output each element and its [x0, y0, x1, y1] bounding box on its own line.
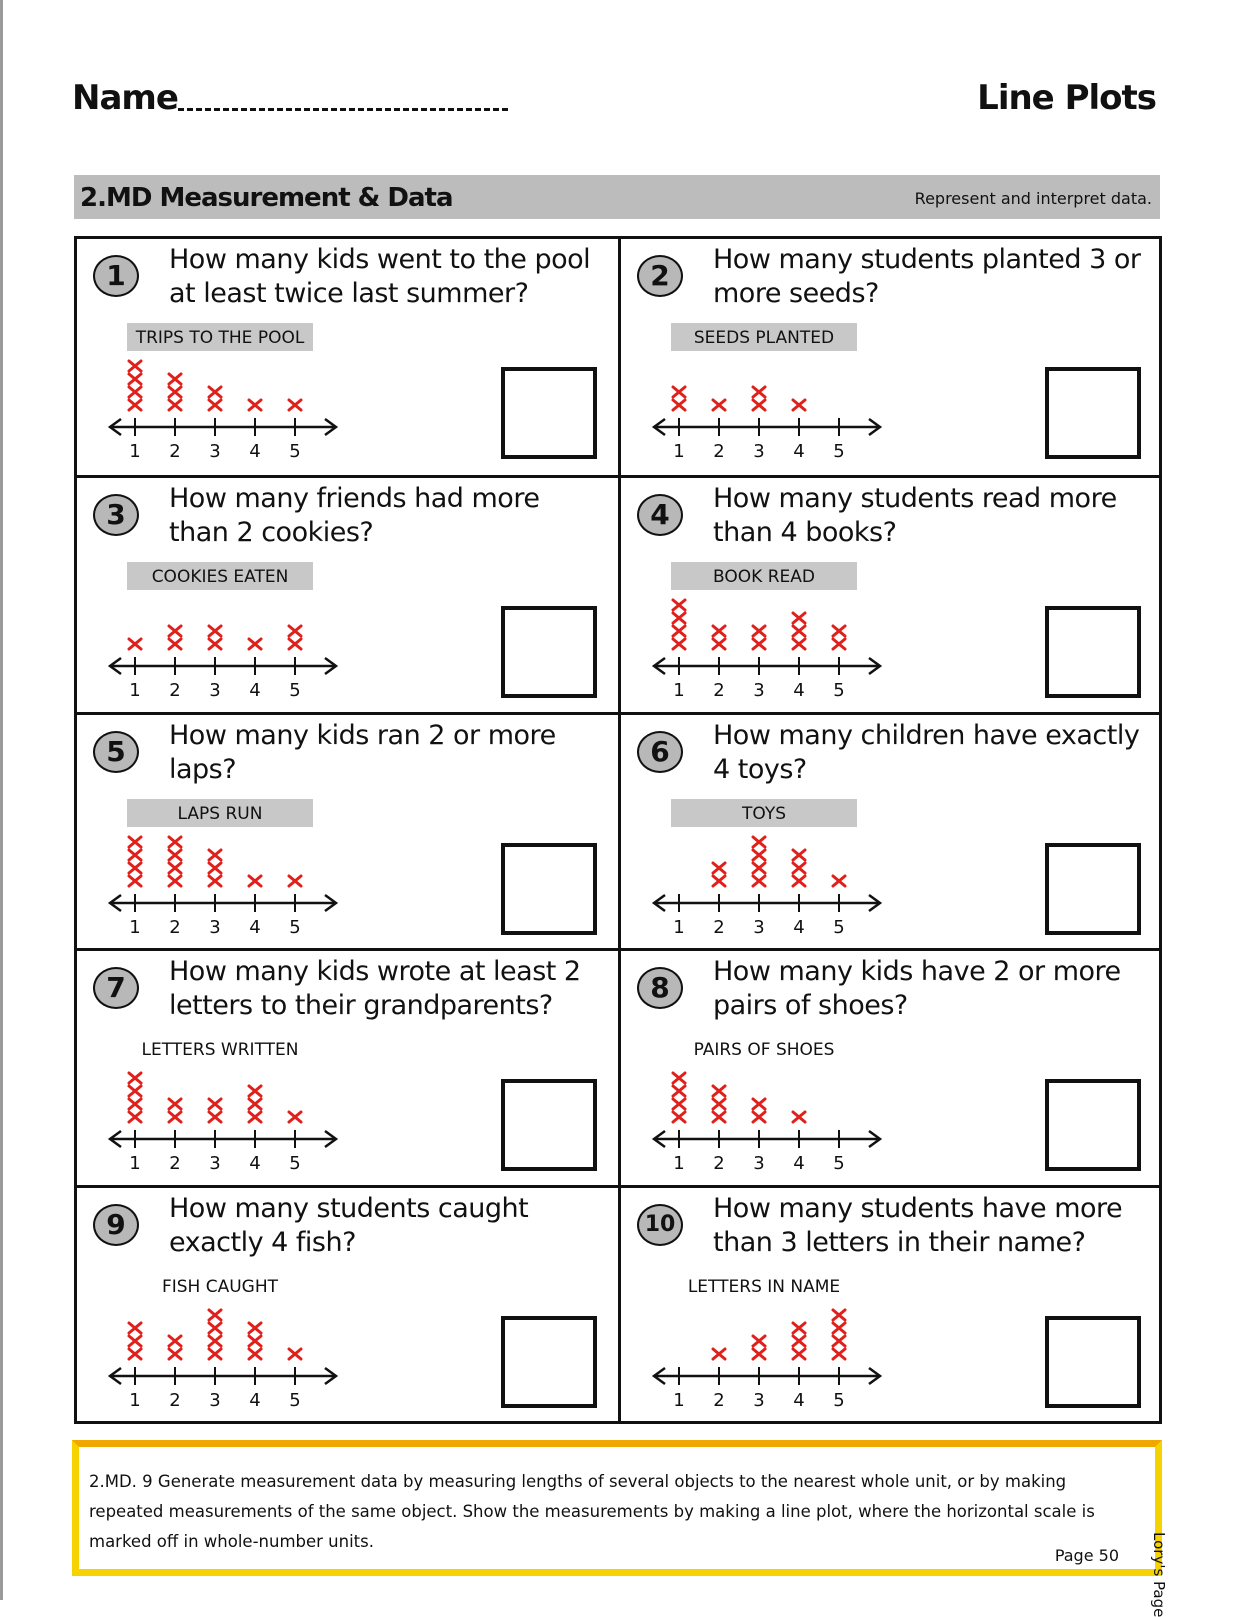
tick-label: 5: [289, 1153, 301, 1174]
data-x-mark: [833, 1336, 845, 1346]
data-x-mark: [129, 400, 141, 410]
data-x-mark: [793, 863, 805, 873]
line-plot: [97, 797, 347, 937]
data-x-mark: [833, 639, 845, 649]
data-x-mark: [169, 639, 181, 649]
data-x-mark: [209, 863, 221, 873]
data-x-mark: [793, 1349, 805, 1359]
data-x-mark: [753, 1336, 765, 1346]
data-x-mark: [129, 1073, 141, 1083]
tick-label: 5: [289, 680, 301, 701]
tick-label: 1: [673, 441, 685, 461]
data-x-mark: [249, 1112, 261, 1122]
answer-box[interactable]: [501, 367, 597, 459]
data-x-mark: [833, 876, 845, 886]
data-x-mark: [209, 1349, 221, 1359]
question-text: How many kids wrote at least 2 letters to their grandparents?: [169, 956, 581, 1022]
data-x-mark: [793, 1323, 805, 1333]
data-x-mark: [753, 400, 765, 410]
data-x-mark: [289, 1349, 301, 1359]
problem-number-badge: 8: [637, 967, 683, 1009]
problem-3: [77, 475, 621, 711]
data-x-mark: [129, 863, 141, 873]
data-x-mark: [169, 374, 181, 384]
tick-label: 5: [833, 1153, 845, 1174]
tick-label: 3: [753, 1153, 765, 1174]
plot-title: TRIPS TO THE POOL: [127, 323, 313, 351]
data-x-mark: [713, 863, 725, 873]
data-x-mark: [673, 387, 685, 397]
line-plot: [641, 321, 891, 461]
data-x-mark: [793, 626, 805, 636]
name-blank-line[interactable]: [178, 108, 508, 111]
data-x-mark: [209, 639, 221, 649]
data-x-mark: [289, 400, 301, 410]
standard-footer: [72, 1440, 1162, 1576]
data-x-mark: [209, 1310, 221, 1320]
data-x-mark: [753, 626, 765, 636]
tick-label: 3: [753, 441, 765, 461]
line-plot: [641, 1033, 891, 1173]
data-x-mark: [209, 400, 221, 410]
data-x-mark: [169, 1112, 181, 1122]
data-x-mark: [169, 850, 181, 860]
data-x-mark: [753, 387, 765, 397]
data-x-mark: [753, 1349, 765, 1359]
data-x-mark: [753, 1112, 765, 1122]
tick-label: 3: [209, 1153, 221, 1174]
plot-title: PAIRS OF SHOES: [693, 1040, 835, 1061]
line-plot: [641, 560, 891, 700]
data-x-mark: [753, 863, 765, 873]
data-x-mark: [673, 600, 685, 610]
tick-label: 4: [793, 916, 805, 937]
tick-label: 1: [129, 680, 141, 701]
data-x-mark: [713, 1086, 725, 1096]
problem-number-badge: 7: [93, 967, 139, 1009]
data-x-mark: [249, 876, 261, 886]
data-x-mark: [209, 1112, 221, 1122]
data-x-mark: [209, 1099, 221, 1109]
tick-label: 2: [169, 441, 181, 461]
data-x-mark: [129, 1349, 141, 1359]
standard-banner: [74, 175, 1160, 219]
data-x-mark: [169, 876, 181, 886]
data-x-mark: [673, 1086, 685, 1096]
question-text: How many students planted 3 or more seeds?: [713, 244, 1141, 309]
data-x-mark: [129, 837, 141, 847]
tick-label: 1: [673, 916, 685, 937]
problem-6: [618, 712, 1162, 948]
data-x-mark: [169, 863, 181, 873]
plot-title: TOYS: [671, 799, 857, 827]
standard-subtitle: Represent and interpret data.: [914, 189, 1152, 208]
data-x-mark: [713, 626, 725, 636]
data-x-mark: [129, 361, 141, 371]
data-x-mark: [249, 639, 261, 649]
data-x-mark: [249, 400, 261, 410]
tick-label: 2: [169, 1153, 181, 1174]
tick-label: 1: [129, 1389, 141, 1410]
problem-7: [77, 948, 621, 1184]
tick-label: 3: [209, 680, 221, 701]
answer-box[interactable]: [501, 1079, 597, 1171]
line-plot: [97, 560, 347, 700]
data-x-mark: [249, 1086, 261, 1096]
line-plot: [641, 797, 891, 937]
data-x-mark: [129, 1336, 141, 1346]
question-text: How many students have more than 3 letters in their name?: [713, 1192, 1123, 1258]
problem-8: [618, 948, 1162, 1184]
problem-number-badge: 1: [93, 255, 139, 297]
data-x-mark: [673, 1112, 685, 1122]
answer-box[interactable]: [1045, 1316, 1141, 1408]
tick-label: 3: [209, 916, 221, 937]
data-x-mark: [169, 1099, 181, 1109]
tick-label: 3: [753, 680, 765, 701]
data-x-mark: [673, 1073, 685, 1083]
line-plot: [641, 1270, 891, 1410]
problem-number-badge: 9: [93, 1204, 139, 1246]
data-x-mark: [289, 626, 301, 636]
problem-number-badge: 2: [637, 255, 683, 297]
data-x-mark: [129, 387, 141, 397]
author-credit: Lory's Page: [1150, 1532, 1168, 1617]
problem-4: [618, 475, 1162, 711]
data-x-mark: [209, 1323, 221, 1333]
problem-number-badge: 5: [93, 731, 139, 773]
data-x-mark: [169, 1336, 181, 1346]
tick-label: 5: [289, 1389, 301, 1410]
plot-title: COOKIES EATEN: [127, 562, 313, 590]
plot-title: FISH CAUGHT: [161, 1276, 279, 1297]
data-x-mark: [209, 387, 221, 397]
data-x-mark: [129, 374, 141, 384]
data-x-mark: [713, 1112, 725, 1122]
tick-label: 4: [793, 680, 805, 701]
problem-5: [77, 712, 621, 948]
tick-label: 1: [673, 1389, 685, 1410]
problem-number-badge: 4: [637, 494, 683, 536]
tick-label: 3: [209, 441, 221, 461]
tick-label: 5: [833, 916, 845, 937]
tick-label: 4: [249, 680, 261, 701]
tick-label: 2: [169, 680, 181, 701]
data-x-mark: [129, 850, 141, 860]
data-x-mark: [289, 1112, 301, 1122]
tick-label: 1: [129, 1153, 141, 1174]
data-x-mark: [209, 1336, 221, 1346]
data-x-mark: [129, 1086, 141, 1096]
tick-label: 2: [713, 441, 725, 461]
tick-label: 4: [793, 1153, 805, 1174]
answer-box[interactable]: [1045, 843, 1141, 935]
data-x-mark: [673, 613, 685, 623]
tick-label: 2: [169, 1389, 181, 1410]
tick-label: 3: [209, 1389, 221, 1410]
tick-label: 3: [753, 1389, 765, 1410]
data-x-mark: [793, 876, 805, 886]
data-x-mark: [673, 626, 685, 636]
plot-title: LETTERS WRITTEN: [141, 1040, 299, 1061]
tick-label: 4: [793, 441, 805, 461]
data-x-mark: [793, 1112, 805, 1122]
problem-2: [618, 239, 1162, 475]
tick-label: 2: [713, 1389, 725, 1410]
data-x-mark: [289, 639, 301, 649]
data-x-mark: [753, 850, 765, 860]
data-x-mark: [169, 837, 181, 847]
tick-label: 2: [713, 680, 725, 701]
question-text: How many friends had more than 2 cookies?: [169, 483, 540, 549]
plot-title: LETTERS IN NAME: [687, 1276, 841, 1297]
page-number: Page 50: [1054, 1546, 1119, 1565]
data-x-mark: [129, 1323, 141, 1333]
data-x-mark: [169, 626, 181, 636]
problem-number-badge: 3: [93, 494, 139, 536]
data-x-mark: [753, 876, 765, 886]
data-x-mark: [753, 639, 765, 649]
tick-label: 1: [129, 916, 141, 937]
name-label: Name: [72, 78, 178, 118]
tick-label: 1: [129, 441, 141, 461]
problem-number-badge: 6: [637, 731, 683, 773]
data-x-mark: [249, 1336, 261, 1346]
tick-label: 4: [249, 441, 261, 461]
tick-label: 4: [249, 1153, 261, 1174]
data-x-mark: [713, 1099, 725, 1109]
problem-9: [77, 1185, 621, 1421]
tick-label: 5: [833, 1389, 845, 1410]
question-text: How many children have exactly 4 toys?: [713, 719, 1140, 785]
answer-box[interactable]: [501, 1316, 597, 1408]
answer-box[interactable]: [501, 843, 597, 935]
problem-1: [77, 239, 621, 475]
worksheet-title: Line Plots: [977, 78, 1156, 118]
data-x-mark: [209, 850, 221, 860]
tick-label: 2: [713, 916, 725, 937]
tick-label: 5: [833, 441, 845, 461]
data-x-mark: [713, 400, 725, 410]
tick-label: 3: [753, 916, 765, 937]
line-plot: [97, 321, 347, 461]
answer-box[interactable]: [1045, 1079, 1141, 1171]
data-x-mark: [249, 1099, 261, 1109]
answer-box[interactable]: [1045, 606, 1141, 698]
data-x-mark: [129, 1099, 141, 1109]
tick-label: 1: [673, 1153, 685, 1174]
plot-title: LAPS RUN: [127, 799, 313, 827]
data-x-mark: [129, 1112, 141, 1122]
data-x-mark: [169, 400, 181, 410]
data-x-mark: [793, 1336, 805, 1346]
data-x-mark: [673, 639, 685, 649]
data-x-mark: [209, 876, 221, 886]
data-x-mark: [289, 876, 301, 886]
answer-box[interactable]: [501, 606, 597, 698]
question-text: How many kids went to the pool at least twice last summer?: [169, 244, 591, 309]
data-x-mark: [673, 400, 685, 410]
question-text: How many kids have 2 or more pairs of shoes?: [713, 956, 1121, 1022]
problem-grid: [74, 236, 1162, 1424]
data-x-mark: [833, 1310, 845, 1320]
question-text: How many kids ran 2 or more laps?: [169, 719, 556, 785]
data-x-mark: [169, 387, 181, 397]
data-x-mark: [713, 876, 725, 886]
data-x-mark: [129, 876, 141, 886]
data-x-mark: [209, 626, 221, 636]
tick-label: 4: [793, 1389, 805, 1410]
tick-label: 2: [169, 916, 181, 937]
tick-label: 5: [833, 680, 845, 701]
data-x-mark: [713, 1349, 725, 1359]
line-plot: [97, 1033, 347, 1173]
line-plot: [97, 1270, 347, 1410]
data-x-mark: [753, 837, 765, 847]
data-x-mark: [249, 1349, 261, 1359]
tick-label: 5: [289, 441, 301, 461]
data-x-mark: [793, 613, 805, 623]
data-x-mark: [793, 639, 805, 649]
question-text: How many students caught exactly 4 fish?: [169, 1192, 529, 1258]
question-text: How many students read more than 4 books?: [713, 483, 1117, 549]
data-x-mark: [793, 850, 805, 860]
standard-description: 2.MD. 9 Generate measurement data by measuring lengths of several objects to the nearest whole unit, or by making repeated measurements of the same object. Show the measurements by making a line plot, where the horizontal scale is marked off in whole-number units.: [89, 1472, 1095, 1551]
plot-title: BOOK READ: [671, 562, 857, 590]
tick-label: 4: [249, 1389, 261, 1410]
data-x-mark: [249, 1323, 261, 1333]
problem-10: [618, 1185, 1162, 1421]
data-x-mark: [833, 1349, 845, 1359]
data-x-mark: [129, 639, 141, 649]
tick-label: 1: [673, 680, 685, 701]
data-x-mark: [169, 1349, 181, 1359]
standard-code: 2.MD Measurement & Data: [80, 183, 453, 213]
tick-label: 2: [713, 1153, 725, 1174]
tick-label: 4: [249, 916, 261, 937]
answer-box[interactable]: [1045, 367, 1141, 459]
tick-label: 5: [289, 916, 301, 937]
data-x-mark: [833, 1323, 845, 1333]
data-x-mark: [753, 1099, 765, 1109]
data-x-mark: [673, 1099, 685, 1109]
problem-number-badge: 10: [637, 1204, 683, 1246]
data-x-mark: [713, 639, 725, 649]
data-x-mark: [833, 626, 845, 636]
plot-title: SEEDS PLANTED: [671, 323, 857, 351]
data-x-mark: [793, 400, 805, 410]
